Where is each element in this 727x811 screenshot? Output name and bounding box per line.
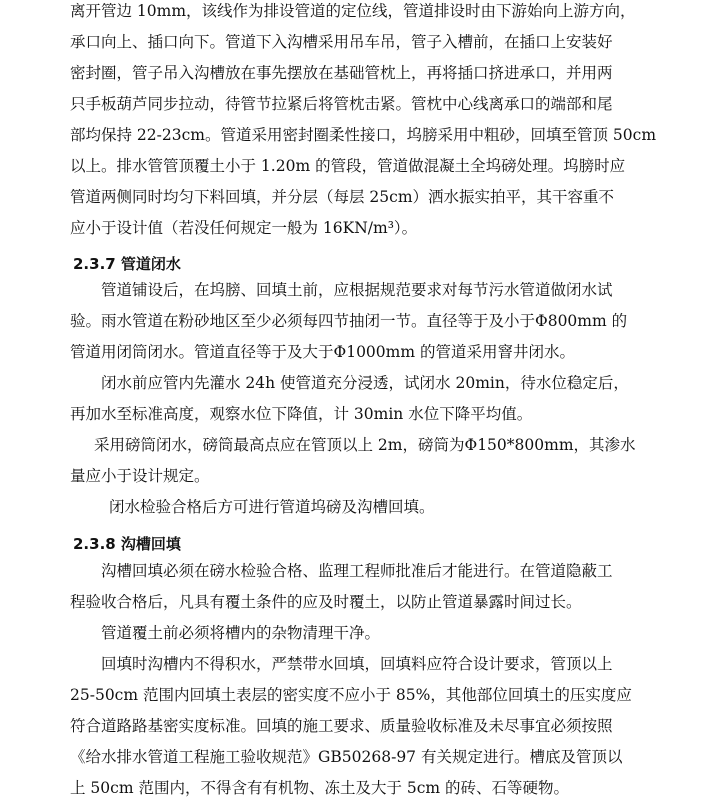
paragraph-line: 应小于设计值（若没任何规定一般为 16KN/m³）。 xyxy=(70,219,418,237)
paragraph-line: 量应小于设计规定。 xyxy=(70,467,210,485)
paragraph-line: 管道用闭筒闭水。管道直径等于及大于Φ1000mm 的管道采用窨井闭水。 xyxy=(70,343,575,361)
paragraph-line: 密封圈，管子吊入沟槽放在事先摆放在基础管枕上，再将插口挤进承口，并用两 xyxy=(70,64,613,82)
paragraph-line: 管道两侧同时均匀下料回填，并分层（每层 25cm）洒水振实拍平，其干容重不 xyxy=(70,188,615,206)
paragraph-line: 沟槽回填必须在磅水检验合格、监理工程师批准后才能进行。在管道隐蔽工 xyxy=(101,562,613,580)
section-heading-2-3-8: 2.3.8 沟槽回填 xyxy=(73,535,181,553)
paragraph-line: 《给水排水管道工程施工验收规范》GB50268-97 有关规定进行。槽底及管顶以 xyxy=(70,748,623,766)
paragraph-line: 25-50cm 范围内回填土表层的密实度不应小于 85%，其他部位回填土的压实度应 xyxy=(70,686,632,704)
paragraph-line: 闭水前应管内先灌水 24h 使管道充分浸透，试闭水 20min，待水位稳定后， xyxy=(101,374,629,392)
paragraph-line: 符合道路路基密实度标准。回填的施工要求、质量验收标准及未尽事宜必须按照 xyxy=(70,717,613,735)
paragraph-line: 再加水至标准高度，观察水位下降值，计 30min 水位下降平均值。 xyxy=(70,405,533,423)
section-heading-2-3-7: 2.3.7 管道闭水 xyxy=(73,255,181,273)
paragraph-line: 管道铺设后，在坞膀、回填土前，应根据规范要求对每节污水管道做闭水试 xyxy=(101,281,613,299)
paragraph-line: 验。雨水管道在粉砂地区至少必须每四节抽闭一节。直径等于及小于Φ800mm 的 xyxy=(70,312,628,330)
paragraph-line: 以上。排水管管顶覆土小于 1.20m 的管段，管道做混凝土全坞磅处理。坞膀时应 xyxy=(70,157,626,175)
paragraph-line: 管道覆土前必须将槽内的杂物清理干净。 xyxy=(101,624,381,642)
paragraph-line: 上 50cm 范围内，不得含有有机物、冻土及大于 5cm 的砖、石等硬物。 xyxy=(70,779,570,797)
paragraph-line: 离开管边 10mm，该线作为排设管道的定位线，管道排设时由下游始向上游方向， xyxy=(70,2,636,20)
paragraph-line: 闭水检验合格后方可进行管道坞磅及沟槽回填。 xyxy=(109,498,435,516)
paragraph-line: 回填时沟槽内不得积水，严禁带水回填，回填料应符合设计要求，管顶以上 xyxy=(101,655,613,673)
paragraph-line: 部均保持 22-23cm。管道采用密封圈柔性接口，坞膀采用中粗砂，回填至管顶 50cm xyxy=(70,126,657,144)
paragraph-line: 承口向上、插口向下。管道下入沟槽采用吊车吊，管子入槽前，在插口上安装好 xyxy=(70,33,613,51)
paragraph-line: 程验收合格后，凡具有覆土条件的应及时覆土，以防止管道暴露时间过长。 xyxy=(70,593,582,611)
paragraph-line: 采用磅筒闭水，磅筒最高点应在管顶以上 2m，磅筒为Φ150*800mm，其渗水 xyxy=(94,436,636,454)
paragraph-line: 只手板葫芦同步拉动，待管节拉紧后将管枕击紧。管枕中心线离承口的端部和尾 xyxy=(70,95,613,113)
